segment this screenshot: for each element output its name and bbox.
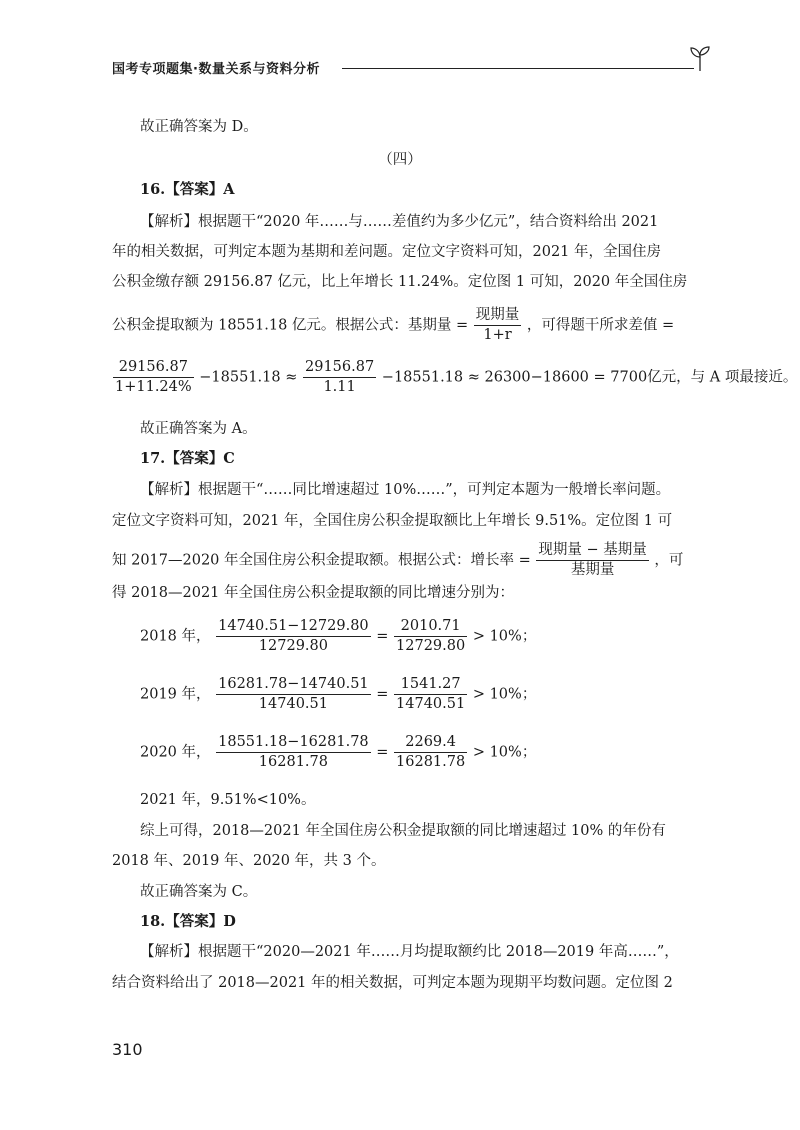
fraction-denominator: 1.11 — [323, 379, 356, 395]
fraction-denominator: 12729.80 — [258, 638, 328, 654]
calc-middle: −18551.18 ≈ — [199, 369, 298, 386]
q17-answer-heading: 17.【答案】C — [140, 450, 235, 467]
calc-result: −18551.18 ≈ 26300−18600 = 7700亿元，与 A 项最接近。 — [381, 369, 798, 386]
fraction-denominator: 基期量 — [570, 562, 615, 578]
q18-answer-heading: 18.【答案】D — [140, 913, 236, 930]
equals-sign: = — [376, 628, 389, 645]
q16-answer-line: 故正确答案为 A。 — [140, 421, 257, 437]
fraction-denominator: 1+11.24% — [115, 379, 192, 395]
answer-d-line: 故正确答案为 D。 — [140, 119, 258, 135]
year-2018-calc — [140, 617, 536, 656]
year-label: 2018 年， — [140, 628, 211, 645]
q17-rate-text: 知 2017—2020 年全国住房公积金提取额。根据公式：增长率 = — [112, 552, 531, 569]
fraction-denominator: 16281.78 — [258, 754, 328, 770]
q16-answer-heading: 16.【答案】A — [140, 181, 235, 198]
comparison: > 10%； — [472, 686, 537, 703]
fraction-numerator: 现期量 — [474, 306, 522, 326]
year-2020-calc — [140, 733, 536, 772]
comparison: > 10%； — [472, 628, 537, 645]
calc-fraction — [394, 617, 467, 656]
growth-rate-fraction — [536, 541, 648, 580]
q16-analysis-line-1: 【解析】根据题干“2020 年……与……差值约为多少亿元”，结合资料给出 2021 — [140, 214, 659, 230]
sprout-icon — [688, 44, 712, 72]
year-2021-line: 2021 年，9.51%<10%。 — [140, 792, 316, 808]
calc-fraction — [394, 733, 467, 772]
equals-sign: = — [376, 744, 389, 761]
fraction-numerator: 2010.71 — [394, 617, 467, 637]
q18-analysis-line-1: 【解析】根据题干“2020—2021 年……月均提取额约比 2018—2019 年高……”， — [140, 944, 679, 960]
q16-base-tail: ，可得题干所求差值 = — [526, 317, 675, 334]
q16-analysis-line-3: 公积金缴存额 29156.87 亿元，比上年增长 11.24%。定位图 1 可知，2020 年全国住房 — [112, 274, 688, 290]
fraction-numerator: 16281.78−14740.51 — [216, 675, 371, 695]
fraction-denominator: 1+r — [483, 327, 512, 343]
year-2019-calc — [140, 675, 536, 714]
equals-sign: = — [376, 686, 389, 703]
fraction-denominator: 14740.51 — [396, 696, 466, 712]
q16-calculation-line — [112, 358, 797, 397]
q17-analysis-line-2: 定位文字资料可知，2021 年，全国住房公积金提取额比上年增长 9.51%。定位图 1 可 — [112, 513, 673, 529]
q16-analysis-line-2: 年的相关数据，可判定本题为基期和差问题。定位文字资料可知，2021 年，全国住房 — [112, 244, 662, 260]
year-label: 2020 年， — [140, 744, 211, 761]
q17-answer-line: 故正确答案为 C。 — [140, 884, 258, 900]
section-heading: （四） — [378, 152, 422, 168]
header-rule — [342, 68, 694, 69]
fraction-numerator: 29156.87 — [113, 358, 194, 378]
q18-analysis-line-2: 结合资料给出了 2018—2021 年的相关数据，可判定本题为现期平均数问题。定位图 2 — [112, 975, 673, 991]
q17-summary-line-1: 综上可得，2018—2021 年全国住房公积金提取额的同比增速超过 10% 的年份有 — [140, 823, 666, 839]
fraction-numerator: 2269.4 — [394, 733, 467, 753]
fraction-numerator: 现期量 − 基期量 — [536, 541, 648, 561]
q16-formula-line — [112, 306, 674, 345]
calc-fraction-2 — [303, 358, 376, 397]
fraction-numerator: 29156.87 — [303, 358, 376, 378]
year-label: 2019 年， — [140, 686, 211, 703]
running-header — [112, 52, 712, 80]
comparison: > 10%； — [472, 744, 537, 761]
fraction-denominator: 16281.78 — [396, 754, 466, 770]
calc-fraction — [216, 617, 371, 656]
calc-fraction — [216, 733, 371, 772]
q17-analysis-line-1: 【解析】根据题干“……同比增速超过 10%……”，可判定本题为一般增长率问题。 — [140, 482, 671, 498]
fraction-denominator: 14740.51 — [258, 696, 328, 712]
fraction-numerator: 1541.27 — [394, 675, 467, 695]
calc-fraction — [216, 675, 371, 714]
header-title: 国考专项题集·数量关系与资料分析 — [112, 62, 320, 77]
fraction-numerator: 18551.18−16281.78 — [216, 733, 371, 753]
q17-analysis-line-4: 得 2018—2021 年全国住房公积金提取额的同比增速分别为： — [112, 585, 515, 601]
fraction-numerator: 14740.51−12729.80 — [216, 617, 371, 637]
fraction-denominator: 12729.80 — [396, 638, 466, 654]
q17-formula-line — [112, 541, 683, 580]
q17-summary-line-2: 2018 年、2019 年、2020 年，共 3 个。 — [112, 853, 386, 869]
calc-fraction — [394, 675, 467, 714]
q17-rate-tail: ，可 — [654, 552, 684, 569]
base-period-fraction — [474, 306, 522, 345]
page-number: 310 — [112, 1040, 143, 1059]
calc-fraction-1 — [113, 358, 194, 397]
q16-base-text: 公积金提取额为 18551.18 亿元。根据公式：基期量 = — [112, 317, 469, 334]
